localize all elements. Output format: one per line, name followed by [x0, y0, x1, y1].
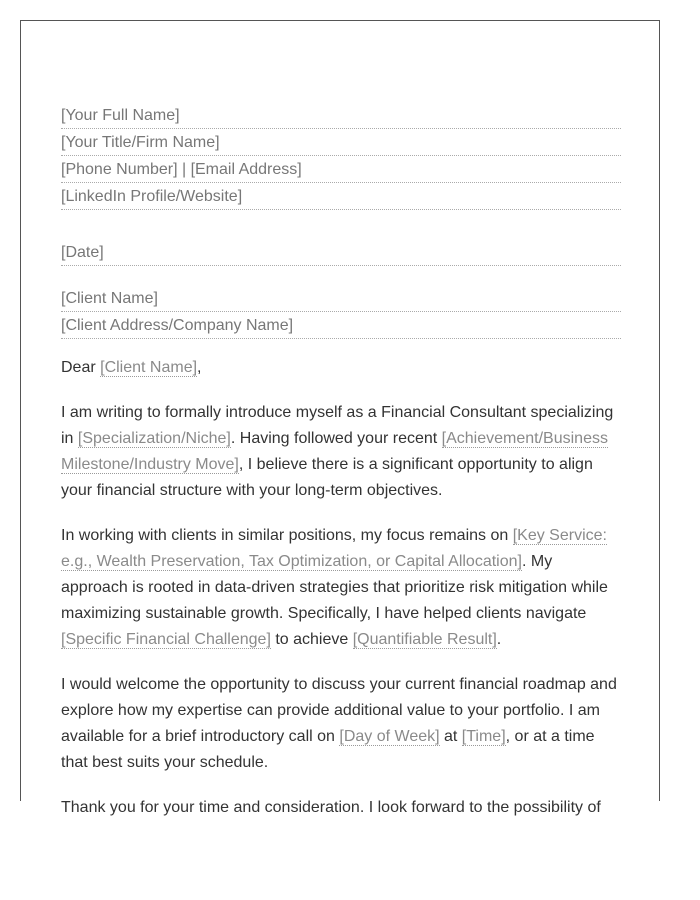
date-field[interactable]: [Date] — [61, 240, 621, 266]
para2-text-4: . — [496, 631, 502, 648]
client-name-field[interactable]: [Client Name] — [61, 286, 621, 312]
para2-text-2: . My approach is rooted in data-driven strategies that prioritize risk mitigation while maximizing sustainable growth. Specifically, I have helped clients navigate — [61, 553, 608, 622]
para2-text-3: to achieve — [270, 631, 353, 648]
paragraph-services — [61, 523, 621, 653]
para3-text-1: I would welcome the opportunity to discuss your current financial roadmap and explore how my expertise can provide additional value to your portfolio. I am available for a brief introductory call on — [61, 676, 617, 745]
para4-text-1: Thank you for your time and consideration. I look forward to the possibility of — [61, 799, 601, 816]
contact-separator: | — [177, 161, 191, 178]
salutation-end: , — [197, 359, 202, 376]
title-firm-field[interactable]: [Your Title/Firm Name] — [61, 130, 621, 156]
full-name-field[interactable]: [Your Full Name] — [61, 103, 621, 129]
key-service-placeholder[interactable]: [Key Service: e.g., Wealth Preservation, Tax Optimization, or Capital Allocation] — [61, 527, 607, 570]
day-of-week-placeholder[interactable]: [Day of Week] — [339, 728, 440, 745]
para1-text-2: . Having followed your recent — [230, 430, 442, 447]
quantifiable-result-placeholder[interactable]: [Quantifiable Result] — [352, 631, 497, 648]
salutation-greeting: Dear — [61, 359, 101, 376]
para2-text-1: In working with clients in similar positions, my focus remains on — [61, 527, 513, 544]
client-address-field[interactable]: [Client Address/Company Name] — [61, 313, 621, 339]
para3-text-2: at — [439, 728, 462, 745]
para1-text-1: I am writing to formally introduce myself as a Financial Consultant specializing in — [61, 404, 614, 447]
para1-text-3: , I believe there is a significant opportunity to align your financial structure with your long-term objectives. — [61, 456, 593, 499]
paragraph-introduction — [61, 400, 621, 504]
time-placeholder[interactable]: [Time] — [461, 728, 506, 745]
linkedin-field[interactable]: [LinkedIn Profile/Website] — [61, 184, 621, 210]
specialization-placeholder[interactable]: [Specialization/Niche] — [77, 430, 231, 447]
letter-page — [20, 20, 660, 816]
achievement-placeholder[interactable]: [Achievement/Business Milestone/Industry Move] — [61, 430, 608, 473]
financial-challenge-placeholder[interactable]: [Specific Financial Challenge] — [61, 631, 271, 648]
salutation — [61, 355, 621, 381]
letter-content — [61, 103, 621, 821]
contact-field[interactable] — [61, 157, 621, 183]
para3-text-3: , or at a time that best suits your schedule. — [61, 728, 595, 771]
paragraph-closing — [61, 795, 621, 821]
phone-placeholder: [Phone Number] — [61, 161, 178, 178]
salutation-client-name-placeholder[interactable]: [Client Name] — [100, 359, 198, 376]
email-placeholder: [Email Address] — [190, 161, 302, 178]
paragraph-call-to-action — [61, 672, 621, 776]
